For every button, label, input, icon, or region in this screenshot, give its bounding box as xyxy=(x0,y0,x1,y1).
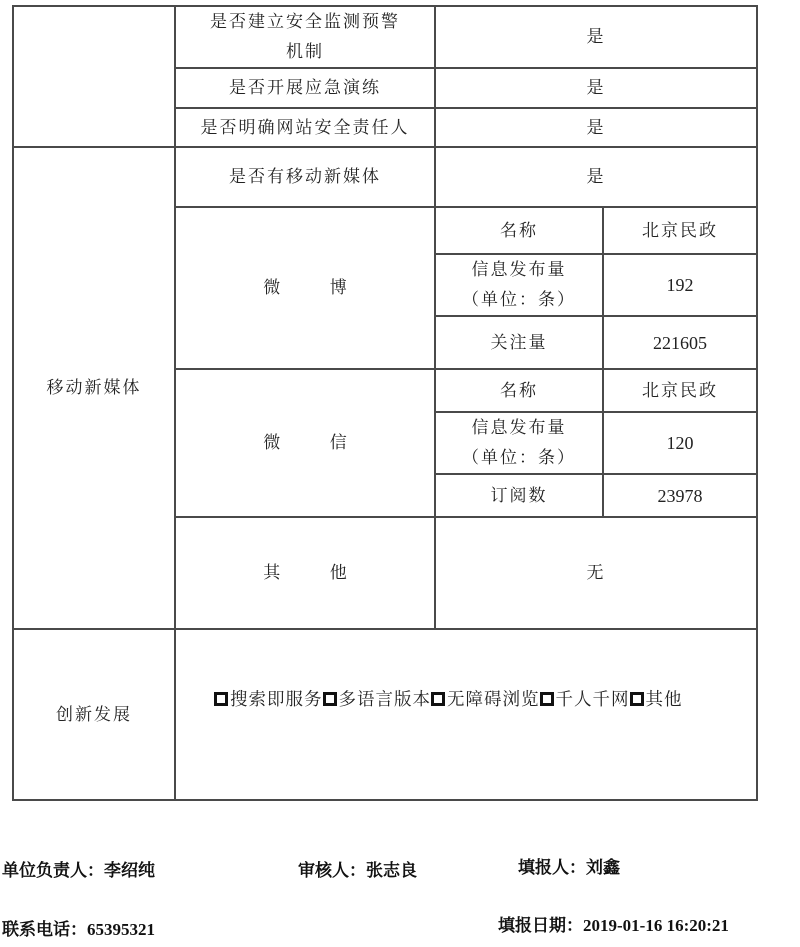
fill-date xyxy=(498,911,729,936)
other-media-value: 无 xyxy=(586,563,606,583)
security-monitoring-label xyxy=(176,7,434,67)
option-label: 多语言版本 xyxy=(338,690,431,710)
option-other[interactable] xyxy=(630,686,683,711)
reviewer-value: 张志良 xyxy=(366,861,417,881)
security-owner-label: 是否明确网站安全责任人 xyxy=(200,117,410,138)
option-label: 其他 xyxy=(645,690,683,710)
weibo-followers-value: 221605 xyxy=(653,332,707,353)
posts-label-line-2: （单位：条） xyxy=(462,290,576,310)
checkbox-icon[interactable] xyxy=(540,692,554,706)
filler-value: 刘鑫 xyxy=(586,858,620,878)
weibo-posts-value: 192 xyxy=(666,275,694,295)
weixin-posts-value: 120 xyxy=(666,433,694,453)
innovation-options xyxy=(214,686,683,711)
weibo-name-value: 北京民政 xyxy=(642,220,718,241)
weixin-posts-label xyxy=(436,413,602,473)
posts-label-line-1: 信息发布量 xyxy=(471,260,567,280)
table-border-right xyxy=(756,5,758,801)
innovation-section-label: 创新发展 xyxy=(56,704,132,725)
reviewer xyxy=(298,856,417,881)
weibo-label: 微 博 xyxy=(263,278,369,298)
other-media-label: 其 他 xyxy=(263,563,369,583)
option-multilingual[interactable] xyxy=(323,686,432,711)
phone-label: 联系电话： xyxy=(2,920,87,940)
has-mobile-media-value: 是 xyxy=(586,167,606,187)
option-label: 千人千网 xyxy=(555,690,630,710)
date-label: 填报日期： xyxy=(498,916,583,936)
security-monitoring-value: 是 xyxy=(586,27,606,47)
checkbox-icon[interactable] xyxy=(214,692,228,706)
option-search-as-service[interactable] xyxy=(214,686,323,711)
checkbox-icon[interactable] xyxy=(431,692,445,706)
mobile-media-section-label: 移动新媒体 xyxy=(46,378,142,398)
weibo-name-label: 名称 xyxy=(500,220,538,241)
unit-head xyxy=(2,856,155,881)
posts-label-line-2: （单位：条） xyxy=(462,448,576,468)
weixin-subscribers-value: 23978 xyxy=(657,485,703,506)
weibo-followers-label: 关注量 xyxy=(490,332,548,353)
unit-head-label: 单位负责人： xyxy=(2,861,104,881)
option-personalized[interactable] xyxy=(540,686,630,711)
unit-head-value: 李绍纯 xyxy=(104,861,155,881)
posts-label-line-1: 信息发布量 xyxy=(471,418,567,438)
security-owner-value: 是 xyxy=(586,117,606,138)
weixin-label: 微 信 xyxy=(263,433,369,453)
label-line-2: 机制 xyxy=(286,42,324,62)
has-mobile-media-label: 是否有移动新媒体 xyxy=(229,167,381,187)
weixin-subscribers-label: 订阅数 xyxy=(490,485,548,506)
label-line-1: 是否建立安全监测预警 xyxy=(210,12,400,32)
option-label: 搜索即服务 xyxy=(230,690,323,710)
filler-label: 填报人： xyxy=(518,858,586,878)
reviewer-label: 审核人： xyxy=(298,861,366,881)
weibo-posts-label xyxy=(436,255,602,315)
filler xyxy=(518,853,620,878)
weixin-name-value: 北京民政 xyxy=(642,380,718,401)
contact-phone xyxy=(2,915,155,940)
emergency-drill-value: 是 xyxy=(586,78,606,98)
checkbox-icon[interactable] xyxy=(323,692,337,706)
option-accessibility[interactable] xyxy=(431,686,540,711)
option-label: 无障碍浏览 xyxy=(447,690,540,710)
checkbox-icon[interactable] xyxy=(630,692,644,706)
weixin-name-label: 名称 xyxy=(500,380,538,401)
emergency-drill-label: 是否开展应急演练 xyxy=(229,78,381,98)
date-value: 2019-01-16 16:20:21 xyxy=(583,916,729,935)
table-border-bottom xyxy=(12,799,758,801)
phone-value: 65395321 xyxy=(87,920,155,939)
